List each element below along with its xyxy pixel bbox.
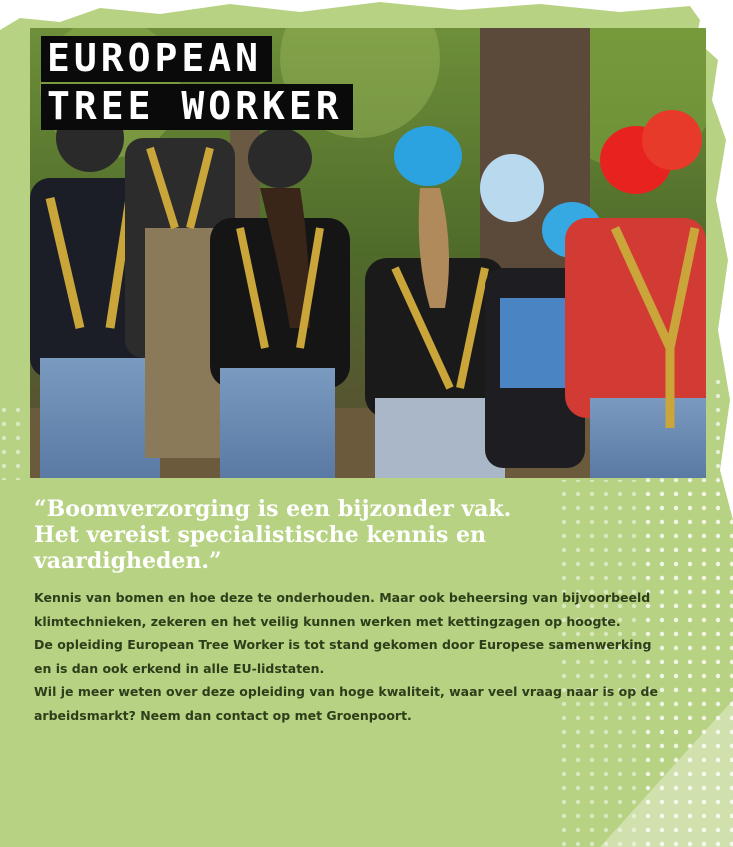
pull-quote xyxy=(34,496,674,574)
body-line: arbeidsmarkt? Neem dan contact op met Groenpoort. xyxy=(34,707,412,723)
body-line: Wil je meer weten over deze opleiding van hoge kwaliteit, waar veel vraag naar is op de xyxy=(34,684,658,699)
title-line-1: EUROPEAN xyxy=(41,36,272,82)
body-line: Kennis van bomen en hoe deze te onderhouden. Maar ook beheersing van bijvoorbeeld xyxy=(34,590,651,605)
quote-line-2: Het vereist specialistische kennis en xyxy=(34,522,486,548)
body-paragraph xyxy=(34,586,674,727)
body-line: en is dan ook erkend in alle EU-lidstaten. xyxy=(34,660,325,676)
quote-line-3: vaardigheden.” xyxy=(34,548,222,574)
title-line-2: TREE WORKER xyxy=(41,84,353,130)
body-line: klimtechnieken, zekeren en het veilig kunnen werken met kettingzagen op hoogte. xyxy=(34,613,621,629)
quote-line-1: “Boomverzorging is een bijzonder vak. xyxy=(34,496,512,522)
body-line: De opleiding European Tree Worker is tot stand gekomen door Europese samenwerking xyxy=(34,637,652,652)
dot-pattern-left xyxy=(0,400,30,480)
page-title xyxy=(41,36,353,132)
